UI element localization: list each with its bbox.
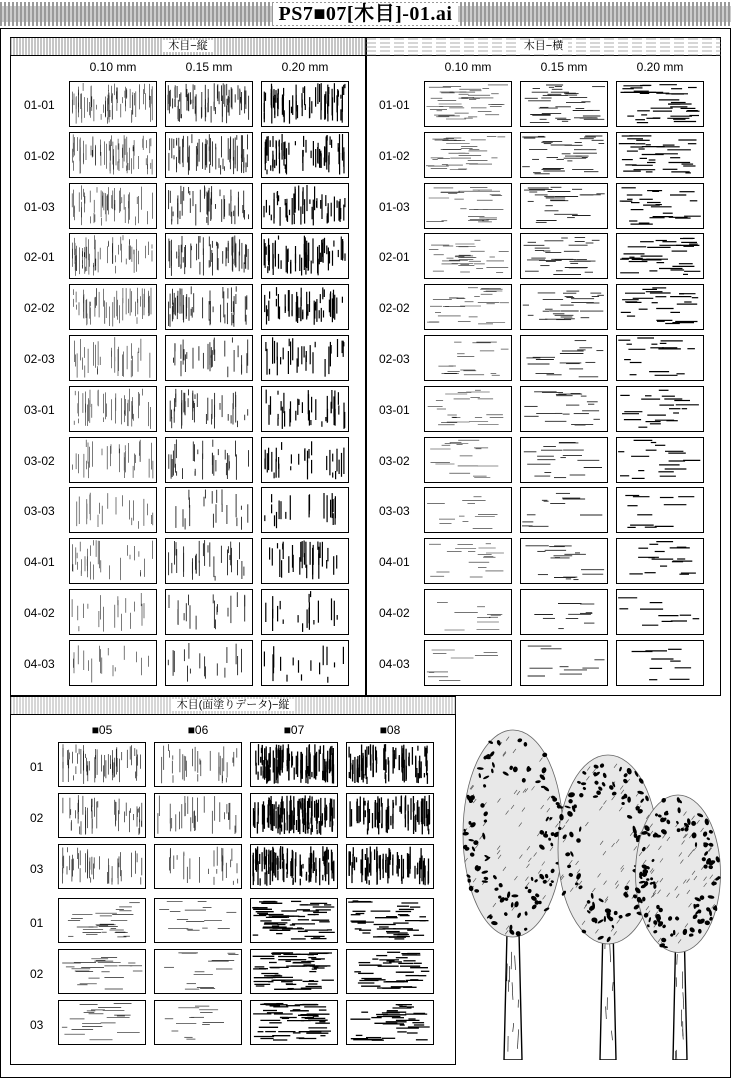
vertical-swatch-1-0: [69, 132, 157, 178]
fill-swatch-2-2: [250, 844, 338, 889]
horizontal-swatch-10-0: [424, 589, 512, 635]
horizontal-swatch-10-2: [616, 589, 704, 635]
horizontal-swatch-2-2: [616, 183, 704, 229]
fill-row-label-3: 01: [30, 916, 44, 930]
fill-row-label-4: 02: [30, 967, 44, 981]
vertical-swatch-3-2: [261, 233, 349, 279]
horizontal-row-label-0: 01-01: [379, 98, 410, 112]
fill-swatch-1-1: [154, 793, 242, 838]
vertical-row-label-1: 01-02: [24, 148, 55, 163]
vertical-swatch-6-0: [69, 386, 157, 432]
vertical-swatch-9-1: [165, 538, 253, 584]
horizontal-swatch-7-0: [424, 437, 512, 483]
horizontal-swatch-1-2: [616, 132, 704, 178]
vertical-row-label-2: 01-03: [24, 199, 55, 214]
horizontal-row-label-5: 02-03: [379, 352, 410, 366]
horizontal-swatch-0-0: [424, 81, 512, 127]
fill-row-label-1: 02: [30, 811, 44, 825]
horizontal-swatch-10-1: [520, 589, 608, 635]
horizontal-row-label-10: 04-02: [379, 606, 410, 620]
fill-swatch-0-2: [250, 742, 338, 787]
fill-section-title: [10, 696, 456, 715]
fill-swatch-4-3: [346, 949, 434, 994]
horizontal-swatch-8-2: [616, 487, 704, 533]
vertical-row-label-0: 01-01: [24, 98, 55, 112]
vertical-swatch-5-1: [165, 335, 253, 381]
horizontal-swatch-6-2: [616, 386, 704, 432]
horizontal-swatch-11-0: [424, 640, 512, 686]
horizontal-row-label-2: 01-03: [379, 199, 410, 214]
horizontal-row-label-9: 04-01: [379, 555, 410, 570]
horizontal-swatch-2-1: [520, 183, 608, 229]
horizontal-swatch-8-1: [520, 487, 608, 533]
vertical-row-label-10: 04-02: [24, 606, 55, 620]
vertical-row-label-7: 03-02: [24, 453, 55, 468]
vertical-swatch-6-1: [165, 386, 253, 432]
horizontal-row-label-11: 04-03: [379, 656, 410, 671]
vertical-swatch-8-2: [261, 487, 349, 533]
vertical-row-label-9: 04-01: [24, 555, 55, 570]
page-title-text: PS7■07[木目]-01.ai: [273, 3, 459, 25]
vertical-swatch-1-2: [261, 132, 349, 178]
fill-column-header-2: ■07: [283, 723, 305, 737]
vertical-column-header-1: 0.15 mm: [185, 60, 233, 74]
vertical-swatch-6-2: [261, 386, 349, 432]
fill-row-label-0: 01: [30, 760, 44, 774]
vertical-swatch-5-2: [261, 335, 349, 381]
vertical-swatch-9-0: [69, 538, 157, 584]
vertical-swatch-11-1: [165, 640, 253, 686]
vertical-column-header-0: 0.10 mm: [89, 60, 137, 74]
fill-swatch-0-0: [58, 742, 146, 787]
fill-swatch-1-3: [346, 793, 434, 838]
vertical-section-title-text: 木目−縦: [163, 40, 212, 52]
vertical-swatch-4-1: [165, 284, 253, 330]
fill-swatch-0-1: [154, 742, 242, 787]
fill-swatch-5-3: [346, 1000, 434, 1045]
horizontal-row-label-4: 02-02: [379, 301, 410, 316]
fill-swatch-4-2: [250, 949, 338, 994]
horizontal-swatch-5-2: [616, 335, 704, 381]
horizontal-column-header-1: 0.15 mm: [540, 60, 588, 74]
vertical-section-title: [10, 37, 366, 56]
vertical-swatch-9-2: [261, 538, 349, 584]
horizontal-row-label-8: 03-03: [379, 504, 410, 519]
horizontal-swatch-1-0: [424, 132, 512, 178]
vertical-row-label-6: 03-01: [24, 402, 55, 417]
vertical-swatch-7-0: [69, 437, 157, 483]
fill-swatch-3-3: [346, 898, 434, 943]
vertical-swatch-0-0: [69, 81, 157, 127]
horizontal-section-title-text: 木目−横: [519, 40, 568, 52]
horizontal-swatch-7-2: [616, 437, 704, 483]
horizontal-swatch-0-2: [616, 81, 704, 127]
fill-swatch-5-0: [58, 1000, 146, 1045]
horizontal-swatch-9-1: [520, 538, 608, 584]
fill-row-label-2: 03: [30, 862, 44, 876]
vertical-swatch-7-1: [165, 437, 253, 483]
vertical-swatch-10-2: [261, 589, 349, 635]
fill-swatch-5-1: [154, 1000, 242, 1045]
fill-swatch-2-3: [346, 844, 434, 889]
vertical-swatch-8-0: [69, 487, 157, 533]
fill-swatch-3-0: [58, 898, 146, 943]
fill-swatch-3-2: [250, 898, 338, 943]
fill-column-header-3: ■08: [379, 723, 401, 737]
page-title: [0, 0, 731, 28]
horizontal-section-title: [366, 37, 721, 56]
horizontal-swatch-5-1: [520, 335, 608, 381]
fill-swatch-5-2: [250, 1000, 338, 1045]
trees-illustration: [458, 725, 726, 1060]
horizontal-column-header-2: 0.20 mm: [636, 60, 684, 74]
vertical-swatch-2-1: [165, 183, 253, 229]
fill-swatch-4-1: [154, 949, 242, 994]
vertical-swatch-4-2: [261, 284, 349, 330]
trees-icon: [458, 725, 726, 1060]
vertical-row-label-5: 02-03: [24, 352, 55, 366]
horizontal-swatch-4-2: [616, 284, 704, 330]
horizontal-swatch-3-1: [520, 233, 608, 279]
horizontal-swatch-7-1: [520, 437, 608, 483]
vertical-swatch-1-1: [165, 132, 253, 178]
vertical-swatch-10-1: [165, 589, 253, 635]
horizontal-swatch-9-2: [616, 538, 704, 584]
vertical-row-label-3: 02-01: [24, 250, 55, 265]
fill-swatch-2-1: [154, 844, 242, 889]
horizontal-swatch-4-0: [424, 284, 512, 330]
fill-row-label-5: 03: [30, 1018, 44, 1032]
vertical-swatch-11-2: [261, 640, 349, 686]
horizontal-swatch-8-0: [424, 487, 512, 533]
vertical-swatch-3-1: [165, 233, 253, 279]
horizontal-swatch-11-2: [616, 640, 704, 686]
horizontal-swatch-1-1: [520, 132, 608, 178]
vertical-swatch-5-0: [69, 335, 157, 381]
horizontal-row-label-7: 03-02: [379, 453, 410, 468]
horizontal-row-label-3: 02-01: [379, 250, 410, 265]
vertical-swatch-4-0: [69, 284, 157, 330]
horizontal-swatch-3-0: [424, 233, 512, 279]
vertical-row-label-11: 04-03: [24, 656, 55, 671]
fill-swatch-2-0: [58, 844, 146, 889]
horizontal-swatch-0-1: [520, 81, 608, 127]
fill-swatch-3-1: [154, 898, 242, 943]
vertical-swatch-2-0: [69, 183, 157, 229]
horizontal-swatch-3-2: [616, 233, 704, 279]
horizontal-swatch-9-0: [424, 538, 512, 584]
fill-swatch-0-3: [346, 742, 434, 787]
vertical-swatch-3-0: [69, 233, 157, 279]
vertical-swatch-0-1: [165, 81, 253, 127]
horizontal-swatch-2-0: [424, 183, 512, 229]
vertical-row-label-4: 02-02: [24, 301, 55, 316]
vertical-column-header-2: 0.20 mm: [281, 60, 329, 74]
vertical-swatch-8-1: [165, 487, 253, 533]
horizontal-swatch-6-0: [424, 386, 512, 432]
vertical-swatch-2-2: [261, 183, 349, 229]
fill-swatch-1-0: [58, 793, 146, 838]
horizontal-swatch-6-1: [520, 386, 608, 432]
vertical-swatch-10-0: [69, 589, 157, 635]
vertical-swatch-0-2: [261, 81, 349, 127]
fill-swatch-4-0: [58, 949, 146, 994]
horizontal-row-label-6: 03-01: [379, 402, 410, 417]
horizontal-row-label-1: 01-02: [379, 148, 410, 163]
vertical-swatch-11-0: [69, 640, 157, 686]
fill-column-header-0: ■05: [91, 723, 113, 737]
horizontal-swatch-5-0: [424, 335, 512, 381]
horizontal-swatch-11-1: [520, 640, 608, 686]
fill-column-header-1: ■06: [187, 723, 209, 737]
vertical-swatch-7-2: [261, 437, 349, 483]
horizontal-swatch-4-1: [520, 284, 608, 330]
vertical-row-label-8: 03-03: [24, 504, 55, 519]
fill-swatch-1-2: [250, 793, 338, 838]
horizontal-column-header-0: 0.10 mm: [444, 60, 492, 74]
fill-section-title-text: 木目(面塗りデータ)−縦: [172, 699, 295, 711]
